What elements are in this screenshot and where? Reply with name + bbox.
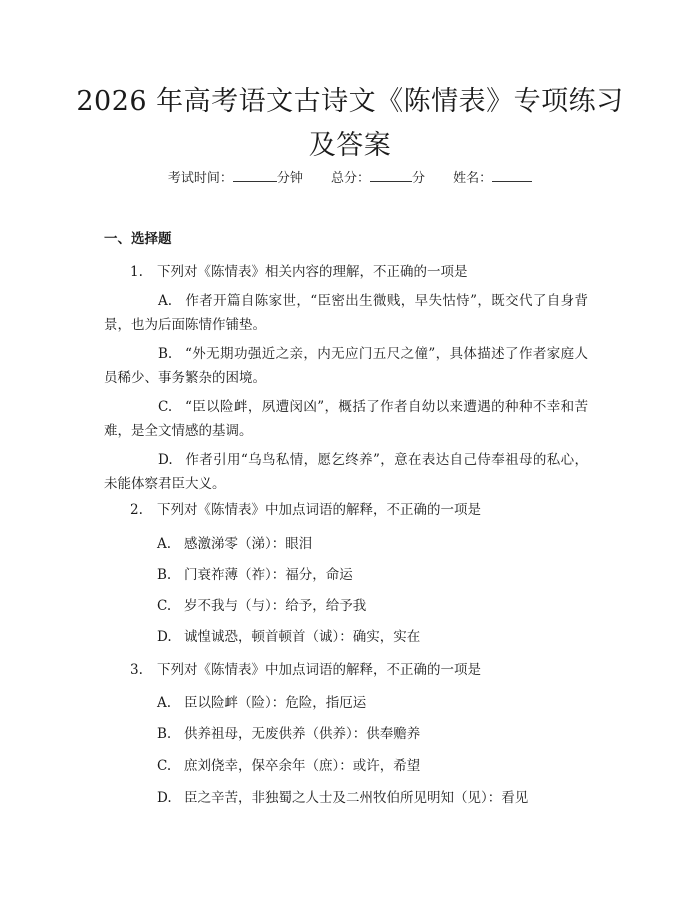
question-2-option-b	[157, 565, 353, 585]
question-3	[130, 660, 481, 680]
option-text: 庶刘侥幸，保卒余年（庶）：或许，希望	[184, 758, 421, 774]
document-title	[60, 80, 640, 168]
option-letter: C.	[158, 399, 173, 415]
question-1-option-d	[104, 448, 588, 496]
question-2	[130, 500, 481, 520]
option-letter: A.	[157, 536, 172, 552]
total-score-field	[331, 168, 425, 189]
exam-info-row	[0, 168, 700, 189]
total-score-unit: 分	[412, 171, 426, 186]
question-number: 1.	[130, 264, 143, 280]
question-stem: 下列对《陈情表》相关内容的理解，不正确的一项是	[157, 264, 468, 280]
total-score-label: 总分：	[330, 171, 370, 186]
option-text: 作者引用“乌鸟私情，愿乞终养”，意在表达自己侍奉祖母的私心，未能体察君臣大义。	[104, 452, 588, 492]
question-1-option-b	[104, 342, 588, 390]
question-number: 3.	[130, 662, 143, 678]
option-text: 岁不我与（与）：给予，给予我	[184, 598, 367, 614]
option-text: 诚惶诚恐，顿首顿首（诚）：确实，实在	[184, 629, 421, 645]
question-1-option-c	[104, 395, 588, 443]
question-number: 2.	[130, 502, 143, 518]
question-stem: 下列对《陈情表》中加点词语的解释，不正确的一项是	[157, 662, 481, 678]
title-line-1: 2026 年高考语文古诗文《陈情表》专项练习	[76, 86, 624, 117]
exam-time-field	[168, 168, 303, 189]
question-1	[130, 262, 468, 282]
title-line-2: 及答案	[308, 130, 392, 161]
question-3-option-b	[157, 724, 420, 744]
question-3-option-a	[157, 693, 366, 713]
option-letter: A.	[157, 695, 172, 711]
option-letter: C.	[157, 758, 172, 774]
name-field	[453, 168, 532, 189]
option-letter: D.	[157, 629, 172, 645]
option-letter: B.	[157, 726, 172, 742]
question-2-option-c	[157, 596, 366, 616]
option-letter: B.	[158, 346, 173, 362]
option-text: 臣之辛苦，非独蜀之人士及二州牧伯所见明知（见）：看见	[184, 790, 529, 806]
option-text: 作者开篇自陈家世，“臣密出生微贱，早失怙恃”，既交代了自身背景，也为后面陈情作铺垫。	[104, 293, 588, 333]
exam-time-blank	[233, 168, 277, 182]
exam-time-label: 考试时间：	[167, 171, 233, 186]
option-text: 门衰祚薄（祚）：福分，命运	[184, 567, 353, 583]
exam-time-unit: 分钟	[276, 171, 303, 186]
option-text: “外无期功强近之亲，内无应门五尺之僮”，具体描述了作者家庭人员稀少、事务繁杂的困境。	[104, 346, 588, 386]
name-blank	[492, 168, 532, 182]
name-label: 姓名：	[453, 171, 493, 186]
section-heading: 一、选择题	[104, 231, 172, 247]
option-text: 供养祖母，无废供养（供养）：供奉赡养	[184, 726, 421, 742]
option-letter: D.	[158, 452, 173, 468]
option-letter: A.	[158, 293, 173, 309]
option-text: 臣以险衅（险）：危险，指厄运	[184, 695, 367, 711]
question-2-option-a	[157, 534, 312, 554]
question-stem: 下列对《陈情表》中加点词语的解释，不正确的一项是	[157, 502, 481, 518]
option-text: 感激涕零（涕）：眼泪	[184, 536, 313, 552]
question-1-option-a	[104, 289, 588, 337]
total-score-blank	[370, 168, 412, 182]
question-3-option-c	[157, 756, 420, 776]
question-3-option-d	[157, 788, 528, 808]
question-2-option-d	[157, 627, 420, 647]
option-letter: B.	[157, 567, 172, 583]
option-letter: C.	[157, 598, 172, 614]
option-letter: D.	[157, 790, 172, 806]
option-text: “臣以险衅，夙遭闵凶”，概括了作者自幼以来遭遇的种种不幸和苦难，是全文情感的基调。	[104, 399, 588, 439]
